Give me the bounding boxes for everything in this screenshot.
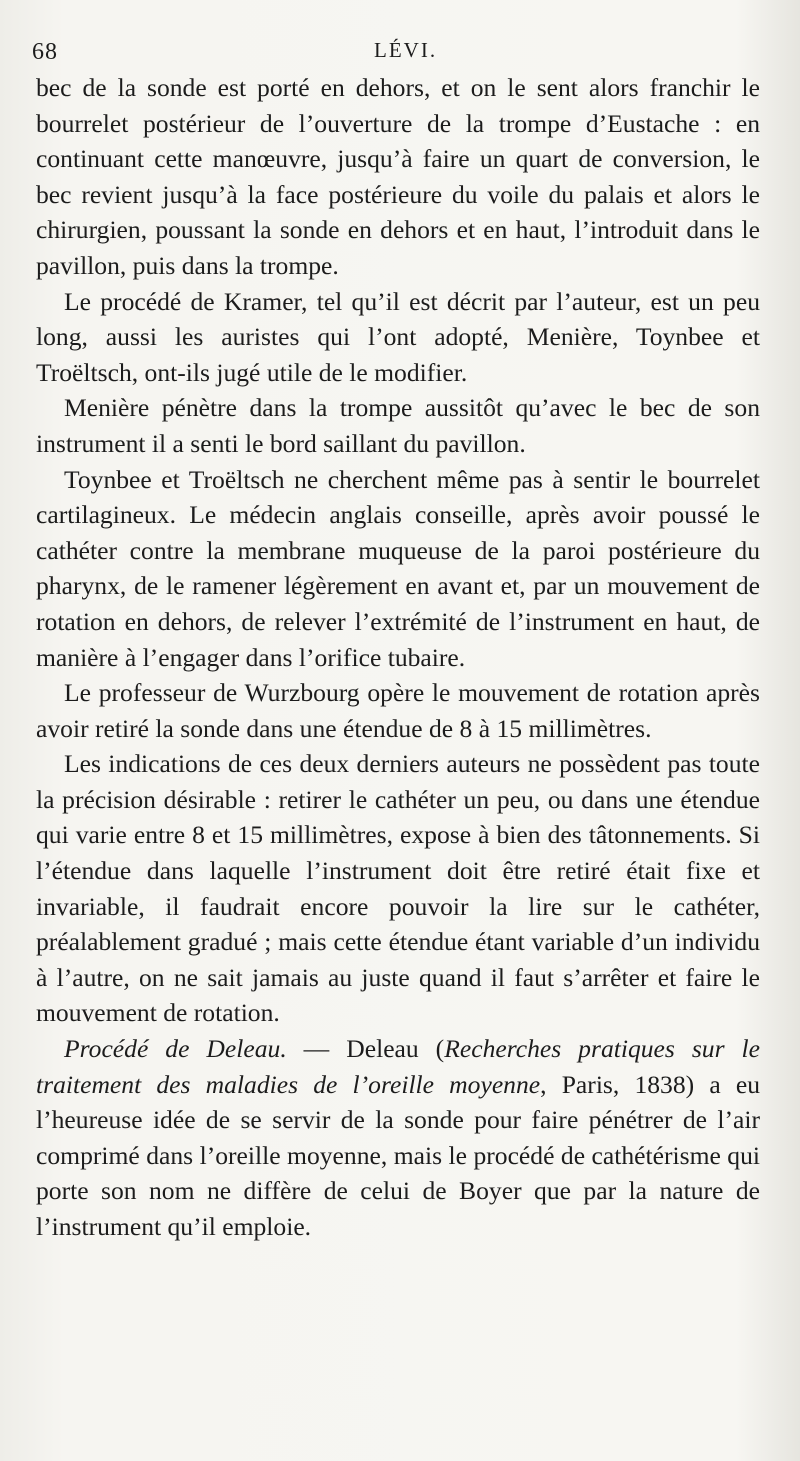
italic-text: Recherches pratiques sur le traitement des maladies de l’oreille moyenne (36, 1034, 760, 1099)
paragraph-text: Menière pénètre dans la trompe aussitôt qu’avec le bec de son instrument il a senti le bord saillant du pavillon. (36, 393, 760, 458)
paragraph (36, 746, 760, 1031)
paragraph-text: Toynbee et Troëltsch ne cherchent même pas à sentir le bourrelet cartilagineux. Le médecin anglais conseille, après avoir poussé le cathéter contre la membrane muqueuse de la paroi postérieure du pharynx, de le ramener légèrement en avant et, par un mouvement de rotation en dehors, de relever l’extrémité de l’instrument en haut, de manière à l’engager dans l’orifice tubaire. (36, 464, 760, 672)
paragraph (36, 284, 760, 391)
paragraph (36, 462, 760, 676)
page-number: 68 (32, 39, 58, 65)
running-title: LÉVI. (374, 38, 438, 62)
body-text (36, 70, 760, 1245)
running-head (32, 30, 760, 70)
paragraph-text: Les indications de ces deux derniers auteurs ne possèdent pas toute la précision désirable : retirer le cathéter un peu, ou dans une étendue qui varie entre 8 et 15 millimètres, expose à bien des tâtonnements. Si l’étendue dans laquelle l’instrument doit être retiré était fixe et invariable, il faudrait encore pouvoir la lire sur le cathéter, préalablement gradué ; mais cette étendue étant variable d’un individu à l’autre, on ne sait jamais au juste quand il faut s’arrêter et faire le mouvement de rotation. (36, 749, 760, 1028)
paragraph-text: — Deleau ( (286, 1034, 445, 1064)
paragraph (36, 70, 760, 284)
paragraph-text: Le procédé de Kramer, tel qu’il est décrit par l’auteur, est un peu long, aussi les auristes qui l’ont adopté, Menière, Toynbee et Troëltsch, ont-ils jugé utile de le modifier. (36, 286, 760, 387)
paragraph-text: bec de la sonde est porté en dehors, et on le sent alors franchir le bourrelet postérieur de l’ouverture de la trompe d’Eustache : en continuant cette manœuvre, jusqu’à faire un quart de conversion, le bec revient jusqu’à la face postérieure du voile du palais et alors le chirurgien, poussant la sonde en dehors et en haut, l’introduit dans le pavillon, puis dans la trompe. (36, 73, 760, 280)
paragraph-text: Le professeur de Wurzbourg opère le mouvement de rotation après avoir retiré la sonde dans une étendue de 8 à 15 millimètres. (36, 678, 760, 743)
paragraph (36, 675, 760, 746)
paragraph (36, 1031, 760, 1245)
paragraph-text: , Paris, 1838) a eu l’heureuse idée de se servir de la sonde pour faire pénétrer de l’air comprimé dans l’oreille moyenne, mais le procédé de cathétérisme qui porte son nom ne diffère de celui de Boyer que par la nature de l’instrument qu’il emploie. (36, 1069, 760, 1241)
paragraph (36, 390, 760, 461)
italic-text: Procédé de Deleau. (64, 1034, 287, 1064)
